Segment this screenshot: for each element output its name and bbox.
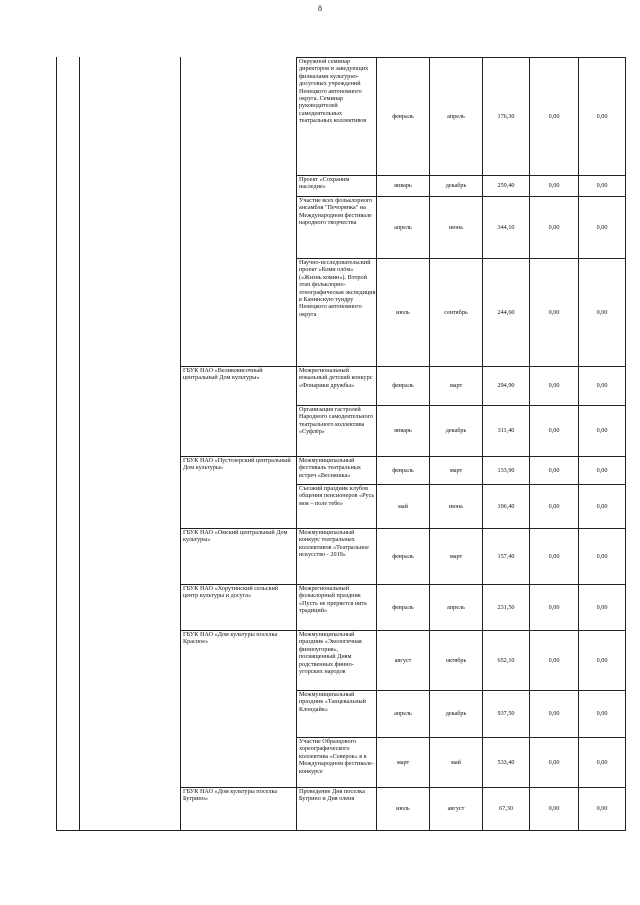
value-cell: 0,00 xyxy=(596,805,608,813)
start-month-cell: август xyxy=(394,656,412,664)
event-cell: Проект «Сохраним наследие» xyxy=(299,176,350,191)
end-month-cell: сентябрь xyxy=(444,308,468,316)
start-month-cell: январь xyxy=(394,182,412,190)
table-divider xyxy=(79,57,80,831)
org-cell: ГБУК НАО «Омский центральный Дом культуры» xyxy=(183,529,288,544)
table-divider xyxy=(180,57,181,831)
value-cell: 0,00 xyxy=(596,552,608,560)
end-month-cell: май xyxy=(451,758,461,766)
amount-cell: 157,40 xyxy=(497,552,515,560)
amount-cell: 533,40 xyxy=(497,758,515,766)
table-border-right xyxy=(625,57,626,831)
table-divider xyxy=(296,57,297,831)
value-cell: 0,00 xyxy=(596,427,608,435)
end-month-cell: декабрь xyxy=(445,427,467,435)
value-cell: 0,00 xyxy=(548,382,560,390)
event-cell: Организация гастролей Народного самодеятельного театрального коллектива «Суфлёр» xyxy=(299,406,374,436)
start-month-cell: апрель xyxy=(394,710,412,718)
event-cell: Научно-исследовательский проект «Коми олӧм» («Жизнь комин»). Второй этап фольклорно-этнографическая экспедиция в Канинскую тундру Ненецкого автономного округа xyxy=(299,259,376,318)
org-cell: ГБУК НАО «Дом культуры поселка Бугрино» xyxy=(183,788,278,803)
amount-cell: 344,10 xyxy=(497,223,515,231)
event-cell: Участие всех фольклорного ансамбля "Печорянка" на Международном фестивале народного творчества xyxy=(299,197,373,227)
value-cell: 0,00 xyxy=(548,502,560,510)
org-cell: ГБУК НАО «Дом культуры поселка Красное» xyxy=(183,631,278,646)
amount-cell: 231,50 xyxy=(497,603,515,611)
value-cell: 0,00 xyxy=(596,603,608,611)
value-cell: 0,00 xyxy=(548,710,560,718)
start-month-cell: июль xyxy=(396,805,410,813)
org-cell: ГБУК НАО «Хорутинский сельский центр культуры и досуга» xyxy=(183,585,279,600)
value-cell: 0,00 xyxy=(548,758,560,766)
table-border-left xyxy=(56,57,57,831)
event-cell: Межмуниципальный фестиваль театральных встреч «Весняшка» xyxy=(299,457,362,479)
org-cell: ГБУК НАО «Великовисочный центральный Дом культуры» xyxy=(183,367,263,382)
amount-cell: 294,90 xyxy=(497,382,515,390)
start-month-cell: февраль xyxy=(392,466,414,474)
amount-cell: 244,60 xyxy=(497,308,515,316)
value-cell: 0,00 xyxy=(596,308,608,316)
end-month-cell: октябрь xyxy=(445,656,467,664)
amount-cell: 106,40 xyxy=(497,502,515,510)
start-month-cell: апрель xyxy=(394,223,412,231)
value-cell: 0,00 xyxy=(596,758,608,766)
value-cell: 0,00 xyxy=(548,182,560,190)
value-cell: 0,00 xyxy=(548,427,560,435)
event-cell: Межмуниципальный конкурс театральных коллективов «Театральное искусство - 2019» xyxy=(299,529,369,559)
amount-cell: 259,40 xyxy=(497,182,515,190)
value-cell: 0,00 xyxy=(596,223,608,231)
end-month-cell: июнь xyxy=(448,502,464,510)
value-cell: 0,00 xyxy=(596,656,608,664)
end-month-cell: март xyxy=(449,382,463,390)
value-cell: 0,00 xyxy=(548,308,560,316)
event-cell: Межмуниципальный праздник «Танцевальный Клондайк» xyxy=(299,691,366,713)
value-cell: 0,00 xyxy=(548,223,560,231)
end-month-cell: апрель xyxy=(447,603,465,611)
page-number: 8 xyxy=(318,4,322,13)
value-cell: 0,00 xyxy=(548,603,560,611)
amount-cell: 937,50 xyxy=(497,710,515,718)
event-cell: Окружной семинар директоров и заведующих филиалами культурно-досуговых учреждений Ненецкого автономного округа. Семинар руководителей самодеятельных театральных коллективов xyxy=(299,58,369,125)
end-month-cell: июнь xyxy=(448,223,464,231)
amount-cell: 133,90 xyxy=(497,466,515,474)
end-month-cell: декабрь xyxy=(445,182,467,190)
org-cell: ГБУК НАО «Пустозерский центральный Дом культуры» xyxy=(183,457,291,472)
start-month-cell: март xyxy=(396,758,410,766)
amount-cell: 67,30 xyxy=(499,805,513,813)
amount-cell: 311,40 xyxy=(497,427,515,435)
value-cell: 0,00 xyxy=(548,552,560,560)
event-cell: Межрегиональный фольклорный праздник «Пусть не прервется нить традиций» xyxy=(299,585,368,615)
value-cell: 0,00 xyxy=(596,710,608,718)
value-cell: 0,00 xyxy=(548,805,560,813)
end-month-cell: март xyxy=(449,466,463,474)
table-bottom xyxy=(56,830,626,831)
start-month-cell: май xyxy=(398,502,408,510)
start-month-cell: февраль xyxy=(392,112,414,120)
end-month-cell: апрель xyxy=(447,112,465,120)
start-month-cell: январь xyxy=(394,427,412,435)
amount-cell: 176,30 xyxy=(497,112,515,120)
event-cell: Межмуниципальный праздник «Экологичная финноугория», посвященный Дням родственных финно-угорских народов xyxy=(299,631,362,676)
start-month-cell: июль xyxy=(396,308,410,316)
event-cell: Участие Образцового хореографического коллектива «Северок» в в Международном фестивале-конкурсе xyxy=(299,738,374,775)
value-cell: 0,00 xyxy=(548,466,560,474)
end-month-cell: декабрь xyxy=(445,710,467,718)
event-cell: Съезжий праздник клубов общения пенсионеров «Русь моя – поле тебе» xyxy=(299,485,375,507)
value-cell: 0,00 xyxy=(596,466,608,474)
event-cell: Проведение Дня поселка Бугрино и Дня оленя xyxy=(299,788,365,803)
start-month-cell: февраль xyxy=(392,382,414,390)
value-cell: 0,00 xyxy=(548,656,560,664)
value-cell: 0,00 xyxy=(596,182,608,190)
event-cell: Межрегиональный вокальный детский конкурс «Фонарики дружбы» xyxy=(299,367,373,389)
value-cell: 0,00 xyxy=(596,382,608,390)
value-cell: 0,00 xyxy=(548,112,560,120)
end-month-cell: март xyxy=(449,552,463,560)
start-month-cell: февраль xyxy=(392,552,414,560)
value-cell: 0,00 xyxy=(596,112,608,120)
start-month-cell: февраль xyxy=(392,603,414,611)
value-cell: 0,00 xyxy=(596,502,608,510)
amount-cell: 652,10 xyxy=(497,656,515,664)
end-month-cell: август xyxy=(447,805,465,813)
